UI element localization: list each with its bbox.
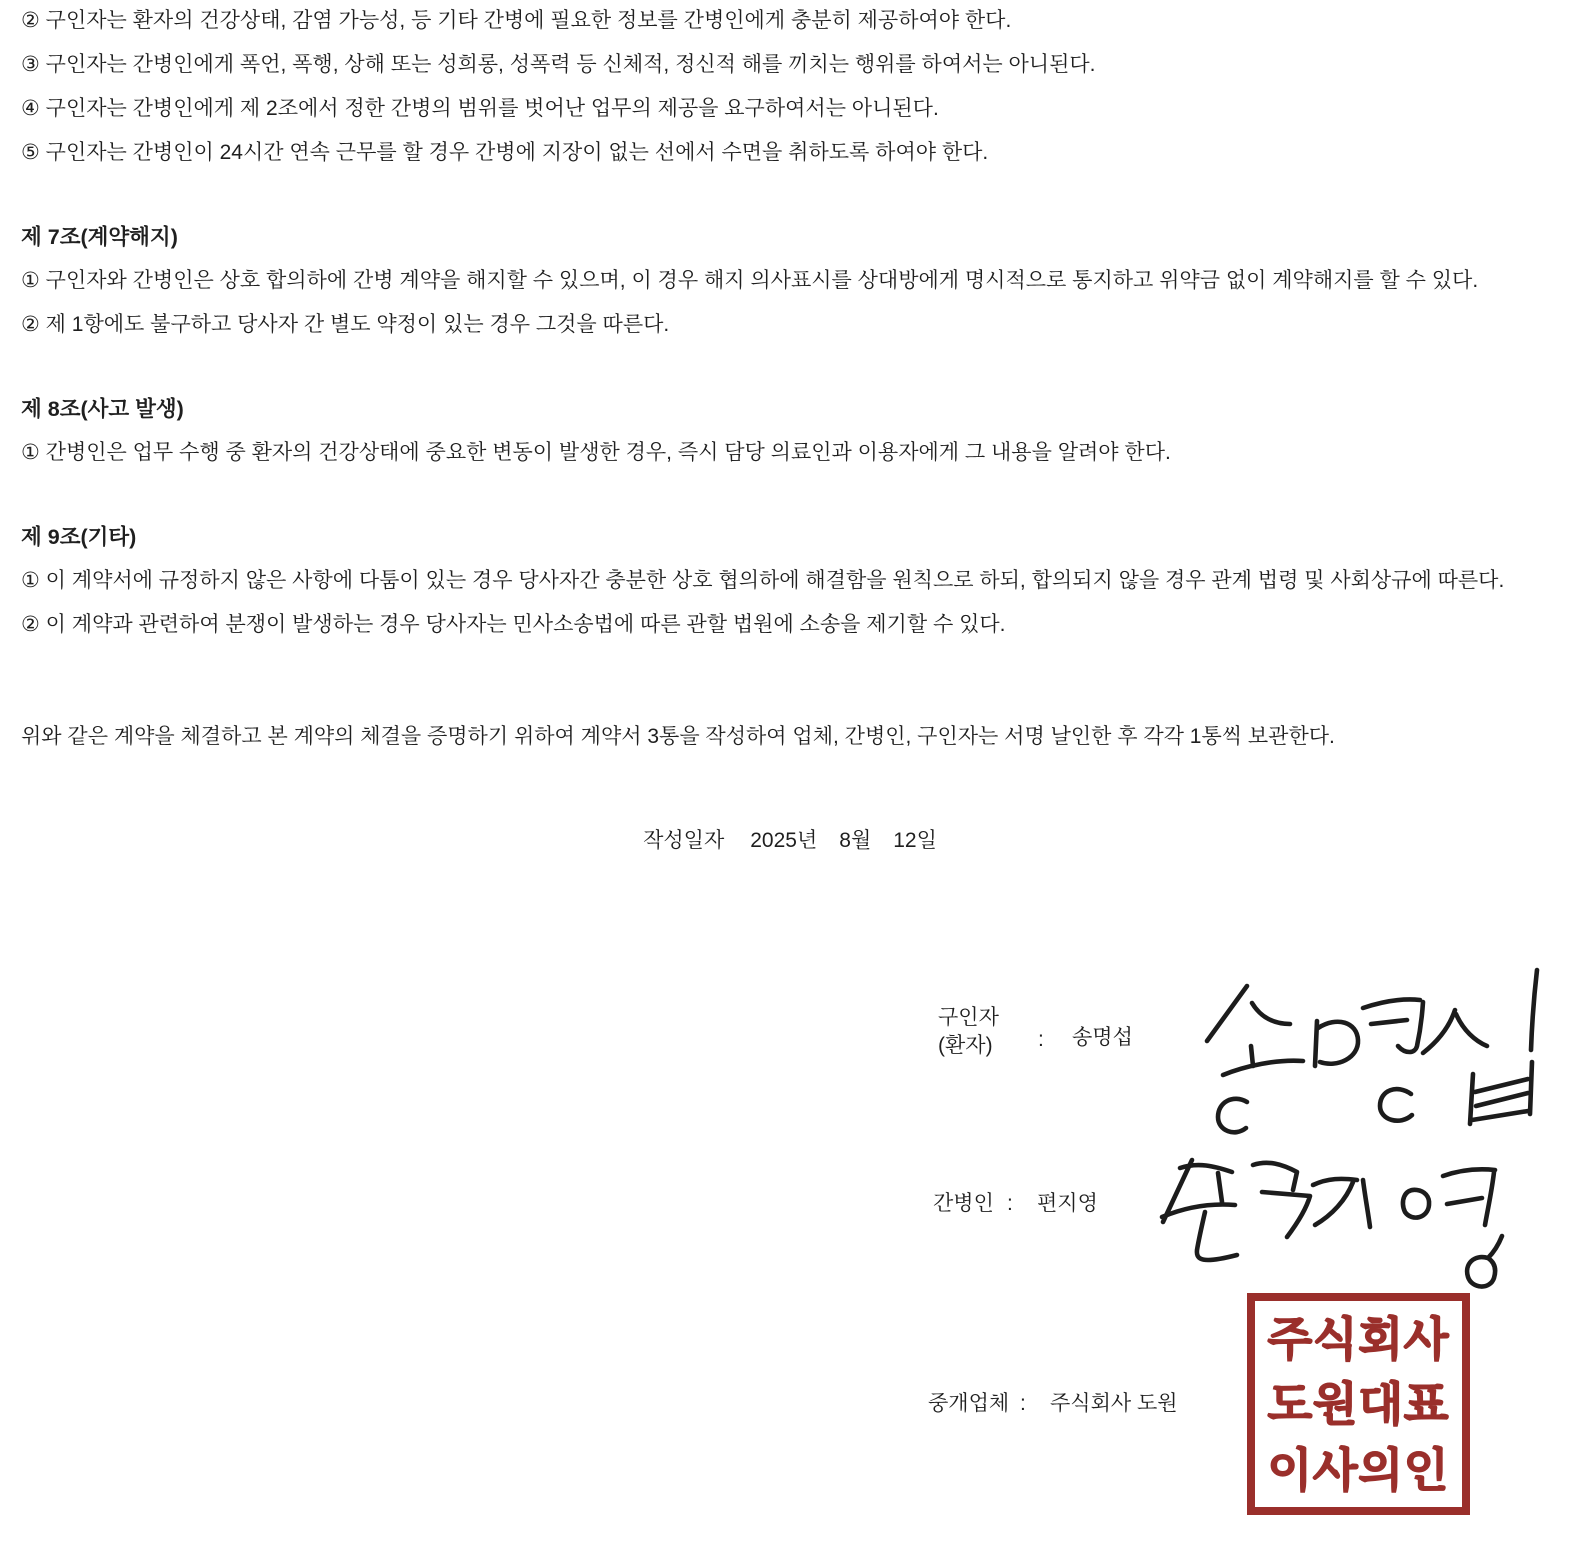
article-9-item-1: ① 이 계약서에 규정하지 않은 사항에 다툼이 있는 경우 당사자간 충분한 상호 협의하에 해결함을 원칙으로 하되, 합의되지 않을 경우 관계 법령 및 사회상규에 따른다. (21, 569, 1505, 592)
signer-name-employer: 송명섭 (1072, 1026, 1133, 1049)
corporate-seal-stamp (1247, 1293, 1470, 1515)
clause-item-3: ③ 구인자는 간병인에게 폭언, 폭행, 상해 또는 성희롱, 성폭력 등 신체적, 정신적 해를 끼치는 행위를 하여서는 아니된다. (21, 53, 1096, 76)
signer-role-employer (938, 1004, 999, 1060)
handwritten-signature-caregiver (1150, 1150, 1510, 1305)
clause-item-2: ② 구인자는 환자의 건강상태, 감염 가능성, 등 기타 간병에 필요한 정보를 간병인에게 충분히 제공하여야 한다. (21, 9, 1012, 32)
signer-colon-caregiver: : (1007, 1192, 1013, 1215)
article-8-item-1: ① 간병인은 업무 수행 중 환자의 건강상태에 중요한 변동이 발생한 경우, 즉시 담당 의료인과 이용자에게 그 내용을 알려야 한다. (21, 441, 1171, 464)
article-7-title: 제 7조(계약해지) (21, 225, 178, 249)
signer-name-caregiver: 편지영 (1037, 1192, 1098, 1215)
signer-role-caregiver: 간병인 (933, 1192, 994, 1215)
date-year: 2025년 (750, 829, 818, 852)
clause-item-5: ⑤ 구인자는 간병인이 24시간 연속 근무를 할 경우 간병에 지장이 없는 선에서 수면을 취하도록 하여야 한다. (21, 141, 989, 164)
article-9-item-2: ② 이 계약과 관련하여 분쟁이 발생하는 경우 당사자는 민사소송법에 따른 관할 법원에 소송을 제기할 수 있다. (21, 613, 1006, 636)
signer-colon-agency: : (1020, 1392, 1026, 1415)
seal-row-3: 이사의인 (1267, 1443, 1450, 1496)
date-month: 8월 (839, 829, 872, 852)
signer-name-agency: 주식회사 도원 (1050, 1392, 1178, 1415)
article-7-item-2: ② 제 1항에도 불구하고 당사자 간 별도 약정이 있는 경우 그것을 따른다. (21, 313, 670, 336)
article-8-title: 제 8조(사고 발생) (21, 397, 184, 421)
date-day: 12일 (893, 829, 937, 852)
signer-role-agency: 중개업체 (928, 1392, 1010, 1415)
handwritten-signature-employer (1185, 956, 1555, 1146)
date-line (21, 825, 1530, 857)
article-7-item-1: ① 구인자와 간병인은 상호 합의하에 간병 계약을 해지할 수 있으며, 이 경우 해지 의사표시를 상대방에게 명시적으로 통지하고 위약금 없이 계약해지를 할 수 있다. (21, 269, 1479, 292)
clause-item-4: ④ 구인자는 간병인에게 제 2조에서 정한 간병의 범위를 벗어난 업무의 제공을 요구하여서는 아니된다. (21, 97, 939, 120)
signer-role-employer-line1: 구인자 (938, 1006, 999, 1029)
seal-row-2: 도원대표 (1267, 1378, 1450, 1430)
signer-colon-employer: : (1038, 1028, 1044, 1051)
seal-row-1: 주식회사 (1267, 1312, 1450, 1365)
date-label: 작성일자 (643, 829, 725, 852)
signer-role-employer-line2: (환자) (938, 1034, 993, 1057)
article-9-title: 제 9조(기타) (21, 525, 137, 549)
closing-statement: 위와 같은 계약을 체결하고 본 계약의 체결을 증명하기 위하여 계약서 3통을 작성하여 업체, 간병인, 구인자는 서명 날인한 후 각각 1통씩 보관한다. (21, 725, 1335, 748)
